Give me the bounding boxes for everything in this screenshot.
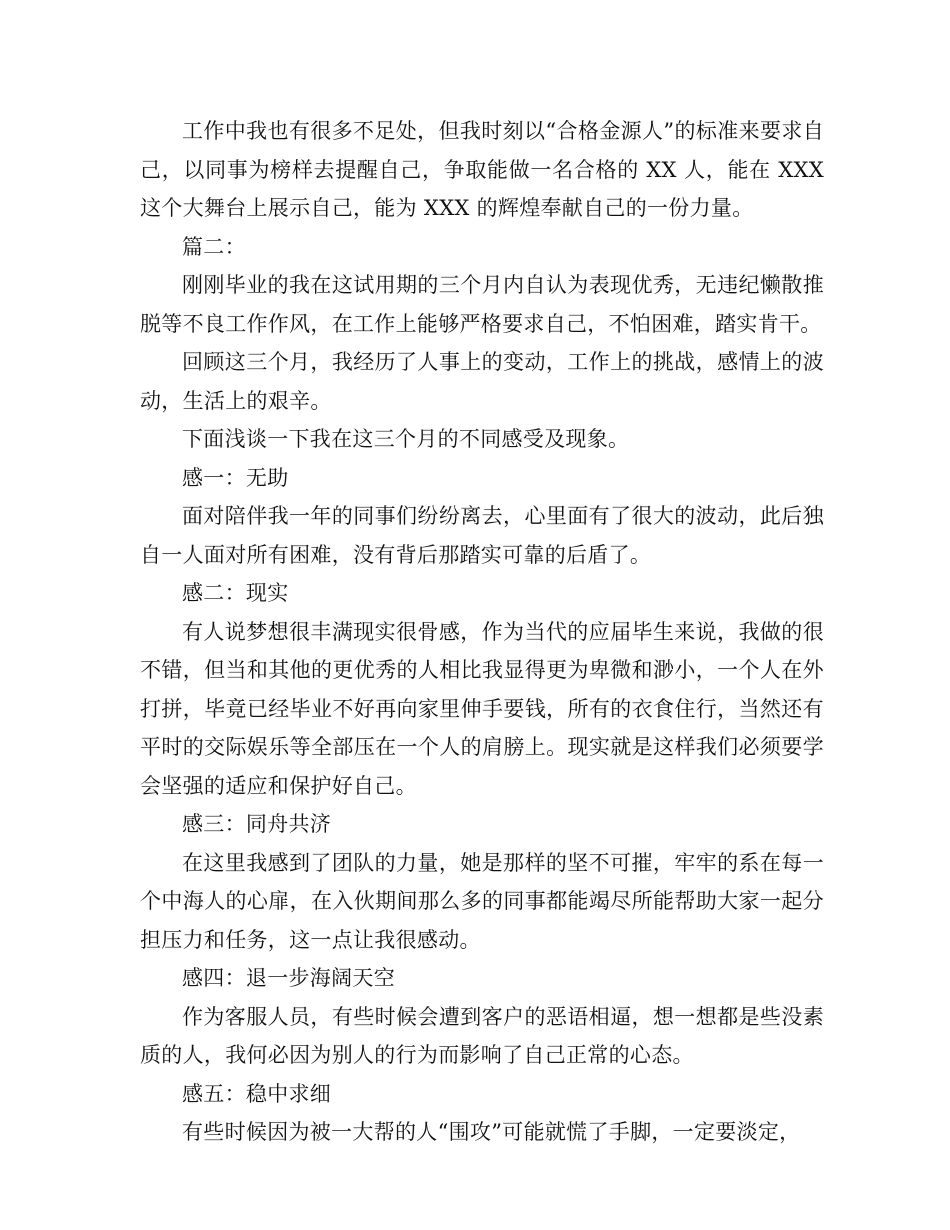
paragraph: 在这里我感到了团队的力量，她是那样的坚不可摧，牢牢的系在每一个中海人的心扉，在入伙期间那么多的同事都能竭尽所能帮助大家一起分担压力和任务，这一点让我很感动。: [140, 850, 824, 952]
section-heading: 篇二：: [182, 234, 246, 259]
section-heading: 感二：现实: [182, 581, 289, 605]
paragraph: 下面浅谈一下我在这三个月的不同感受及现象。: [182, 427, 630, 451]
section-heading: 感五：稳中求细: [182, 1081, 332, 1106]
section-heading: 感四：退一步海阔天空: [182, 966, 395, 990]
section-heading: 感一：无助: [182, 465, 289, 490]
paragraph: 面对陪伴我一年的同事们纷纷离去，心里面有了很大的波动，此后独自一人面对所有困难，没有背后那踏实可靠的后盾了。: [140, 504, 824, 567]
document-body: [140, 112, 824, 1152]
section-heading: 感三：同舟共济: [182, 812, 332, 836]
paragraph: 刚刚毕业的我在这试用期的三个月内自认为表现优秀，无违纪懒散推脱等不良工作作风，在工作上能够严格要求自己，不怕困难，踏实肯干。: [140, 273, 824, 336]
paragraph: 回顾这三个月，我经历了人事上的变动，工作上的挑战，感情上的波动，生活上的艰辛。: [140, 350, 824, 413]
paragraph: 有人说梦想很丰满现实很骨感，作为当代的应届毕生来说，我做的很不错，但当和其他的更优秀的人相比我显得更为卑微和渺小，一个人在外打拼，毕竟已经毕业不好再向家里伸手要钱，所有的衣食住行，当然还有平时的交际娱乐等全部压在一个人的肩膀上。现实就是这样我们必须要学会坚强的适应和保护好自己。: [140, 619, 824, 798]
paragraph: 工作中我也有很多不足处，但我时刻以“合格金源人”的标准来要求自己，以同事为榜样去提醒自己，争取能做一名合格的 XX 人，能在 XXX 这个大舞台上展示自己，能为 XXX 的辉煌奉献自己的一份力量。: [140, 119, 824, 220]
paragraph: 有些时候因为被一大帮的人“围攻”可能就慌了手脚，一定要淡定，: [182, 1120, 801, 1144]
paragraph: 作为客服人员，有些时候会遭到客户的恶语相逼，想一想都是些没素质的人，我何必因为别人的行为而影响了自己正常的心态。: [140, 1004, 824, 1067]
